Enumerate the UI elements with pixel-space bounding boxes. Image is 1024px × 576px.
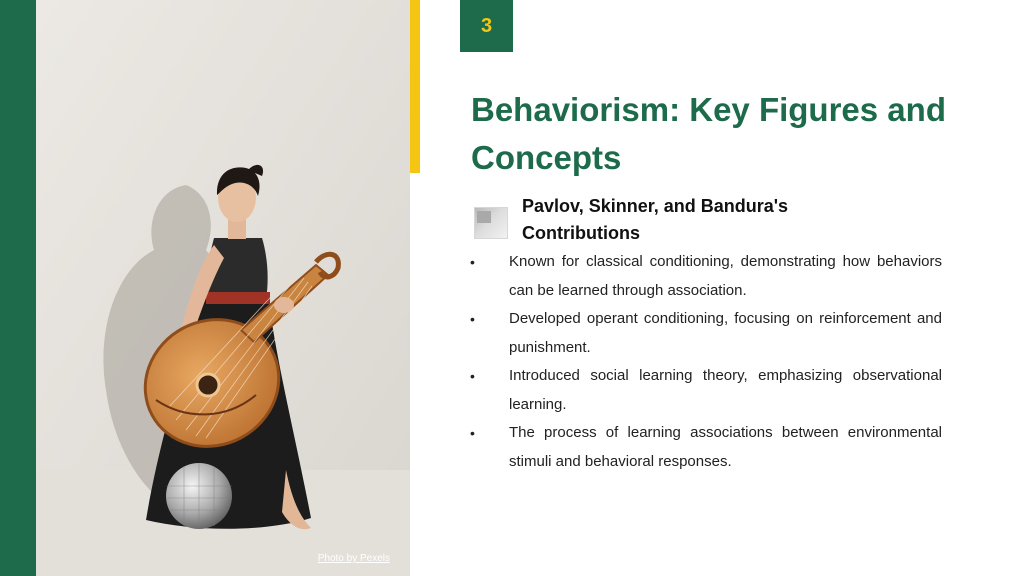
bullet-dot-icon: • xyxy=(470,368,475,384)
list-item xyxy=(470,248,942,305)
bullet-text: Developed operant conditioning, focusing on reinforcement and punishment. xyxy=(509,310,942,356)
list-item xyxy=(470,362,942,419)
bullet-list xyxy=(470,248,942,476)
bullet-text: Known for classical conditioning, demonstrating how behaviors can be learned through association. xyxy=(509,253,942,299)
photo-credit-link[interactable]: Photo by Pexels xyxy=(317,553,390,564)
bullet-text: Introduced social learning theory, emphasizing observational learning. xyxy=(509,367,942,413)
left-accent-bar xyxy=(0,0,36,576)
yellow-accent-bar xyxy=(410,0,420,173)
image-thumbnail-icon xyxy=(474,207,508,239)
hero-photo xyxy=(36,0,410,576)
bullet-dot-icon: • xyxy=(470,311,475,327)
woman-with-bandura-illustration xyxy=(36,0,410,576)
list-item xyxy=(470,419,942,476)
slide-title: Behaviorism: Key Figures and Concepts xyxy=(471,91,946,176)
list-item xyxy=(470,305,942,362)
bullet-dot-icon: • xyxy=(470,425,475,441)
page-number-badge: 3 xyxy=(460,0,513,52)
bullet-dot-icon: • xyxy=(470,254,475,270)
bullet-text: The process of learning associations between environmental stimuli and behavioral responses. xyxy=(509,424,942,470)
slide-subtitle: Pavlov, Skinner, and Bandura's Contributions xyxy=(522,196,789,243)
